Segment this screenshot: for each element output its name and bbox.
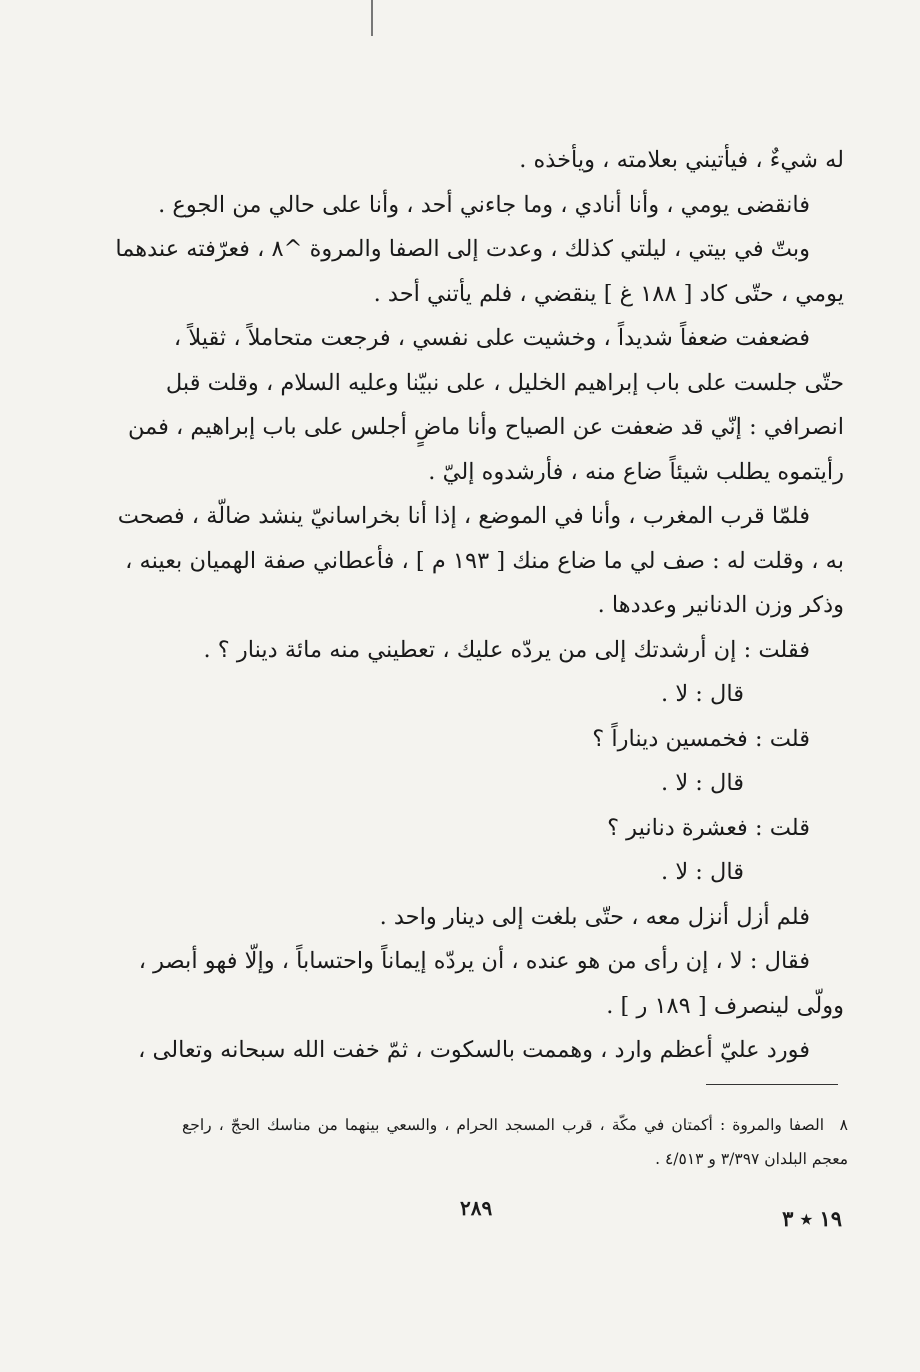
signature-mark: ١٩ ٭ ٣ — [782, 1206, 842, 1231]
text-line: له شيءٌ ، فيأتيني بعلامته ، ويأخذه . — [519, 147, 844, 173]
text-line: قال : لا . — [661, 859, 744, 885]
text-line: وبتّ في بيتي ، ليلتي كذلك ، وعدت إلى الصفا والمروة ^٨ ، فعرّفته عندهما — [115, 236, 810, 262]
footnote-text: الصفا والمروة : أكمتان في مكّة ، قرب المسجد الحرام ، والسعي بينهما من مناسك الحجّ ، راجع — [182, 1116, 824, 1134]
footnotes — [182, 1108, 848, 1176]
text-line: فقلت : إن أرشدتك إلى من يردّه عليك ، تعطيني منه مائة دينار ؟ . — [203, 636, 810, 663]
text-line: فانقضى يومي ، وأنا أنادي ، وما جاءني أحد ، وأنا على حالي من الجوع . — [158, 191, 810, 218]
text-line: فقال : لا ، إن رأى من هو عنده ، أن يردّه إيماناً واحتساباً ، وإلّا فهو أبصر ، — [138, 948, 810, 974]
text-line: قلت : فخمسين ديناراً ؟ — [592, 725, 810, 752]
footnote — [182, 1108, 848, 1142]
text-line: قال : لا . — [661, 681, 744, 707]
text-line: حتّى جلست على باب إبراهيم الخليل ، على نبيّنا وعليه السلام ، وقلت قبل — [165, 369, 844, 396]
text-line: وولّى لينصرف [ ١٨٩ ر ] . — [606, 992, 844, 1019]
text-line: يومي ، حتّى كاد [ ١٨٨ غ ] ينقضي ، فلم يأتني أحد . — [373, 280, 844, 307]
footnote-number: ٨ — [839, 1116, 848, 1134]
text-line: فلم أزل أنزل معه ، حتّى بلغت إلى دينار واحد . — [379, 903, 810, 930]
text-line: قلت : فعشرة دنانير ؟ — [607, 814, 810, 841]
text-line: فلمّا قرب المغرب ، وأنا في الموضع ، إذا أنا بخراسانيّ ينشد ضالّة ، فصحت — [117, 503, 810, 529]
text-line: فضعفت ضعفاً شديداً ، وخشيت على نفسي ، فرجعت متحاملاً ، ثقيلاً ، — [173, 325, 810, 351]
text-line: فورد عليّ أعظم وارد ، وهممت بالسكوت ، ثمّ خفت الله سبحانه وتعالى ، — [138, 1037, 810, 1063]
text-line: قال : لا . — [661, 770, 744, 796]
page-number: ٢٨٩ — [460, 1196, 493, 1220]
text-line: رأيتموه يطلب شيئاً ضاع منه ، فأرشدوه إليّ . — [428, 458, 844, 485]
fold-line — [371, 0, 373, 36]
footnote-continuation: معجم البلدان ٣/٣٩٧ و ٤/٥١٣ . — [655, 1150, 848, 1168]
text-line: انصرافي : إنّي قد ضعفت عن الصياح وأنا ماضٍ أجلس على باب إبراهيم ، فمن — [127, 414, 844, 440]
footnote-rule — [706, 1084, 838, 1085]
main-text — [115, 138, 844, 1073]
text-line: به ، وقلت له : صف لي ما ضاع منك [ ١٩٣ م ] ، فأعطاني صفة الهميان بعينه ، — [125, 547, 844, 574]
text-line: وذكر وزن الدنانير وعددها . — [597, 592, 844, 618]
